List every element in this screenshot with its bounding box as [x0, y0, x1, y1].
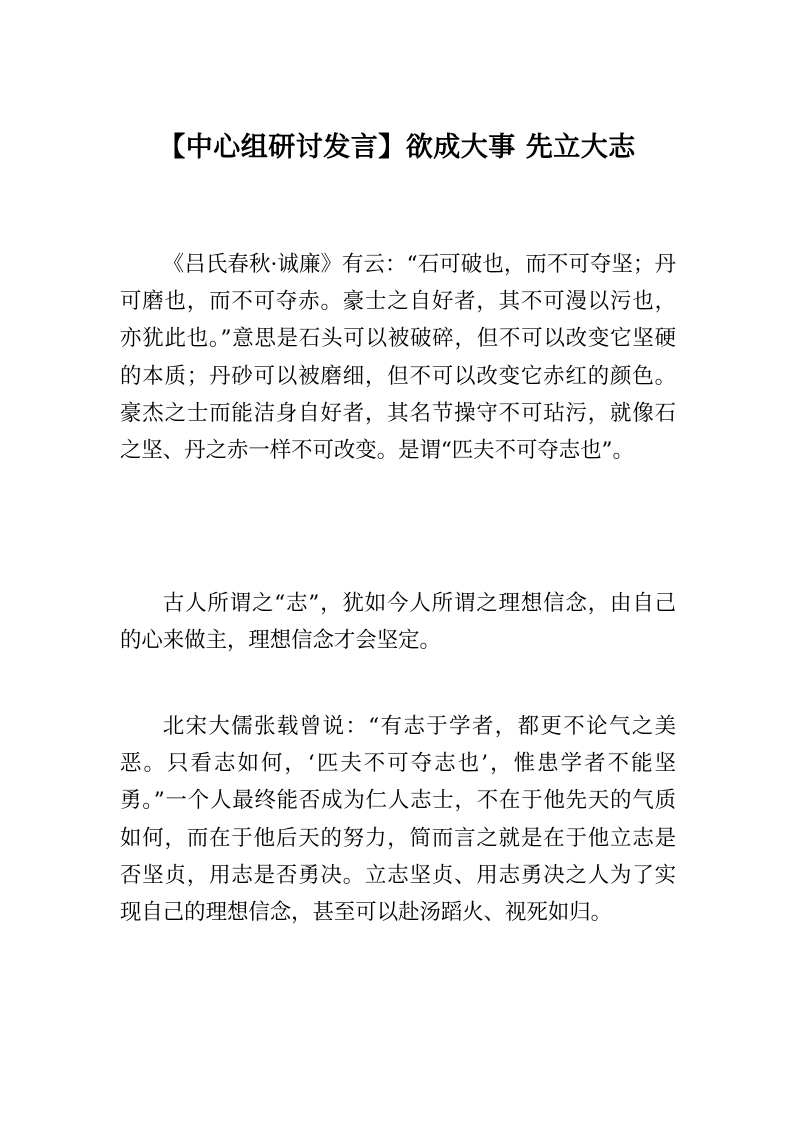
document-body [120, 0, 676, 1122]
paragraph-1: 《吕氏春秋·诚廉》有云：“石可破也，而不可夺坚；丹可磨也，而不可夺赤。豪士之自好者，其不可漫以污也，亦犹此也。”意思是石头可以被破碎，但不可以改变它坚硬的本质；丹砂可以被磨细，但不可以改变它赤红的颜色。豪杰之士而能洁身自好者，其名节操守不可玷污，就像石之坚、丹之赤一样不可改变。是谓“匹夫不可夺志也”。 [120, 252, 676, 464]
paragraph-3: 北宋大儒张载曾说：“有志于学者，都更不论气之美恶。只看志如何，‘匹夫不可夺志也’，惟患学者不能坚勇。”一个人最终能否成为仁人志士，不在于他先天的气质如何，而在于他后天的努力，简而言之就是在于他立志是否坚贞，用志是否勇决。立志坚贞、用志勇决之人为了实现自己的理想信念，甚至可以赴汤蹈火、视死如归。 [120, 714, 676, 926]
paragraph-2: 古人所谓之“志”，犹如今人所谓之理想信念，由自己的心来做主，理想信念才会坚定。 [120, 591, 676, 654]
document-title: 【中心组研讨发言】欲成大事 先立大志 [158, 132, 636, 163]
